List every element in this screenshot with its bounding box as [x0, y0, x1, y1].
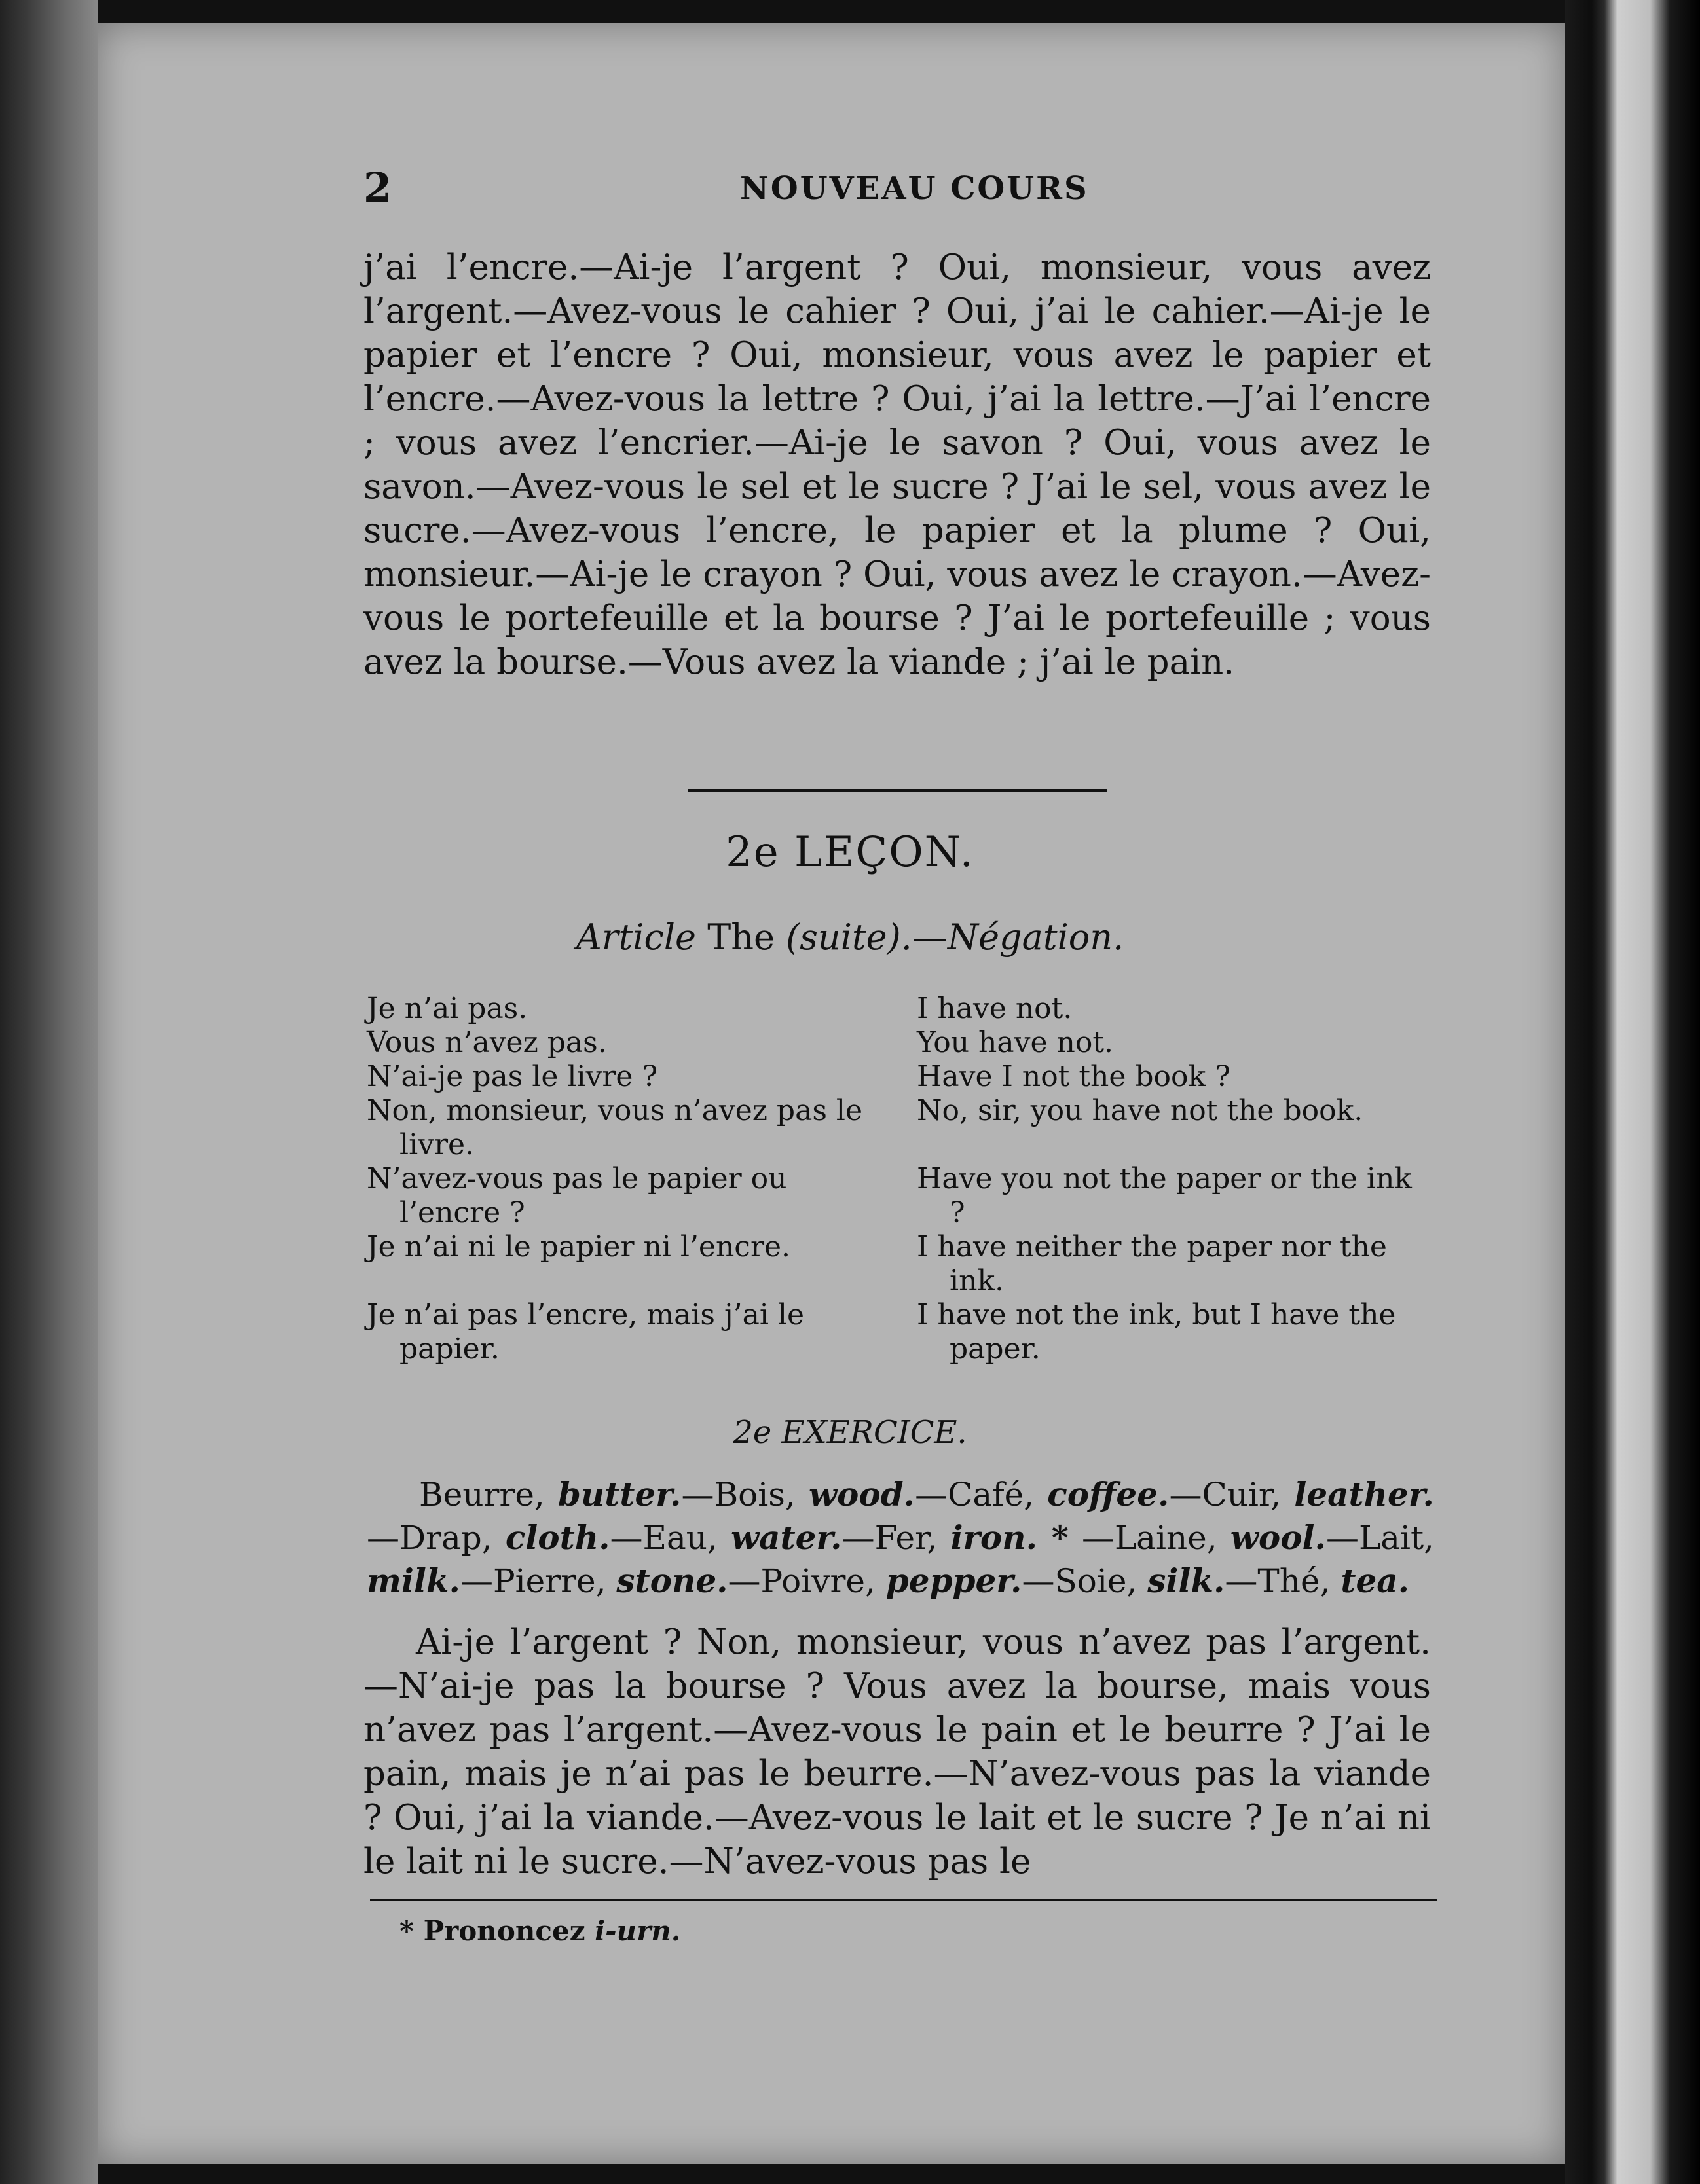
french-phrase: Je n’ai ni le papier ni l’encre. [367, 1230, 791, 1264]
vocab-english: water. [731, 1518, 842, 1557]
vocab-english: leather. [1294, 1475, 1434, 1514]
exercise-title [0, 1414, 1700, 1451]
left-binding-edge [0, 0, 98, 2184]
vocab-english: wood. [808, 1475, 915, 1514]
french-phrase: Je n’ai pas l’encre, mais j’ai le papier. [367, 1298, 804, 1366]
running-title: NOUVEAU COURS [740, 170, 1089, 207]
vocab-english: silk. [1147, 1561, 1225, 1600]
vocab-english: wool. [1230, 1518, 1326, 1557]
footnote-divider [370, 1899, 1437, 1901]
vocab-french: —Soie, [1022, 1562, 1137, 1600]
french-phrase: N’avez-vous pas le papier ou l’encre ? [367, 1162, 787, 1229]
page-number: 2 [363, 164, 392, 211]
right-page-edge [1565, 0, 1700, 2184]
vocab-english: milk. [367, 1561, 460, 1600]
vocab-french: —Eau, [610, 1519, 718, 1557]
english-phrase: No, sir, you have not the book. [917, 1094, 1363, 1127]
subtitle-suite: (suite). [786, 917, 912, 958]
vocab-french: —Laine, [1081, 1519, 1217, 1557]
vocab-french: —Bois, [681, 1476, 796, 1514]
vocab-french: —Fer, [841, 1519, 938, 1557]
french-phrase: Non, monsieur, vous n’avez pas le livre. [367, 1094, 863, 1161]
vocab-french: —Pierre, [460, 1562, 606, 1600]
vocab-french: —Cuir, [1169, 1476, 1282, 1514]
lesson-title: 2e LEÇON. [726, 828, 974, 877]
vocab-french: —Poivre, [728, 1562, 876, 1600]
translation-row [367, 992, 1434, 1026]
top-paragraph [363, 246, 1431, 684]
vocab-english: pepper. [885, 1561, 1022, 1600]
footnote-marker: * Prononcez [399, 1915, 585, 1947]
english-phrase: You have not. [917, 1026, 1113, 1059]
vocab-french: Beurre, [419, 1476, 545, 1514]
english-phrase: I have not the ink, but I have the paper. [917, 1298, 1396, 1366]
subtitle-negation: —Négation. [912, 917, 1124, 958]
vocab-french: —Drap, [367, 1519, 492, 1557]
translation-table [367, 992, 1434, 1366]
vocab-english: butter. [557, 1475, 682, 1514]
vocab-french: —Lait, [1325, 1519, 1434, 1557]
vocabulary-list [367, 1473, 1434, 1603]
english-phrase: I have not. [917, 992, 1073, 1025]
english-phrase: I have neither the paper nor the ink. [917, 1230, 1387, 1298]
vocab-english: tea. [1340, 1561, 1410, 1600]
english-phrase: Have I not the book ? [917, 1060, 1230, 1093]
footnote [399, 1915, 680, 1947]
french-phrase: Vous n’avez pas. [367, 1026, 607, 1059]
vocab-french: —Café, [915, 1476, 1035, 1514]
vocab-english: stone. [616, 1561, 728, 1600]
translation-row [367, 1230, 1434, 1298]
subtitle-the: The [707, 917, 775, 958]
exercise-paragraph [363, 1620, 1431, 1884]
exercise-title-text: 2e EXERCICE. [733, 1414, 967, 1451]
translation-row [367, 1026, 1434, 1060]
vocab-english: coffee. [1047, 1475, 1170, 1514]
english-phrase: Have you not the paper or the ink ? [917, 1162, 1412, 1229]
vocab-french: —Thé, [1225, 1562, 1331, 1600]
section-divider [688, 789, 1107, 792]
french-phrase: N’ai-je pas le livre ? [367, 1060, 658, 1093]
subtitle-article: Article [576, 917, 697, 958]
exercise-paragraph-text: Ai-je l’argent ? Non, monsieur, vous n’avez pas l’argent.—N’ai-je pas la bourse ? Vous avez la bourse, mais vous n’avez pas l’argent.—Avez-vous le pain et le beurre ? J’ai le pain, mais je n’ai pas le beurre.—N’avez-vous pas la viande ? Oui, j’ai la viande.—Avez-vous le lait et le sucre ? Je n’ai ni le lait ni le sucre.—N’avez-vous pas le [363, 1622, 1431, 1882]
vocab-english: cloth. [505, 1518, 610, 1557]
footnote-pronunciation: i-urn. [595, 1915, 681, 1947]
translation-row [367, 1060, 1434, 1094]
translation-row [367, 1162, 1434, 1230]
lesson-subtitle [0, 917, 1700, 958]
french-phrase: Je n’ai pas. [367, 992, 528, 1025]
vocab-english: iron. * [950, 1518, 1069, 1557]
translation-row [367, 1298, 1434, 1366]
top-paragraph-text: j’ai l’encre.—Ai-je l’argent ? Oui, monsieur, vous avez l’argent.—Avez-vous le cahier ? Oui, j’ai le cahier.—Ai-je le papier et l’encre ? Oui, monsieur, vous avez le papier et l’encre.—Avez-vous la lettre ? Oui, j’ai la lettre.—J’ai l’encre ; vous avez l’encrier.—Ai-je le savon ? Oui, vous avez le savon.—Avez-vous le sel et le sucre ? J’ai le sel, vous avez le sucre.—Avez-vous l’encre, le papier et la plume ? Oui, monsieur.—Ai-je le crayon ? Oui, vous avez le crayon.—Avez-vous le portefeuille et la bourse ? J’ai le portefeuille ; vous avez la bourse.—Vous avez la viande ; j’ai le pain. [363, 247, 1431, 682]
translation-row [367, 1094, 1434, 1162]
